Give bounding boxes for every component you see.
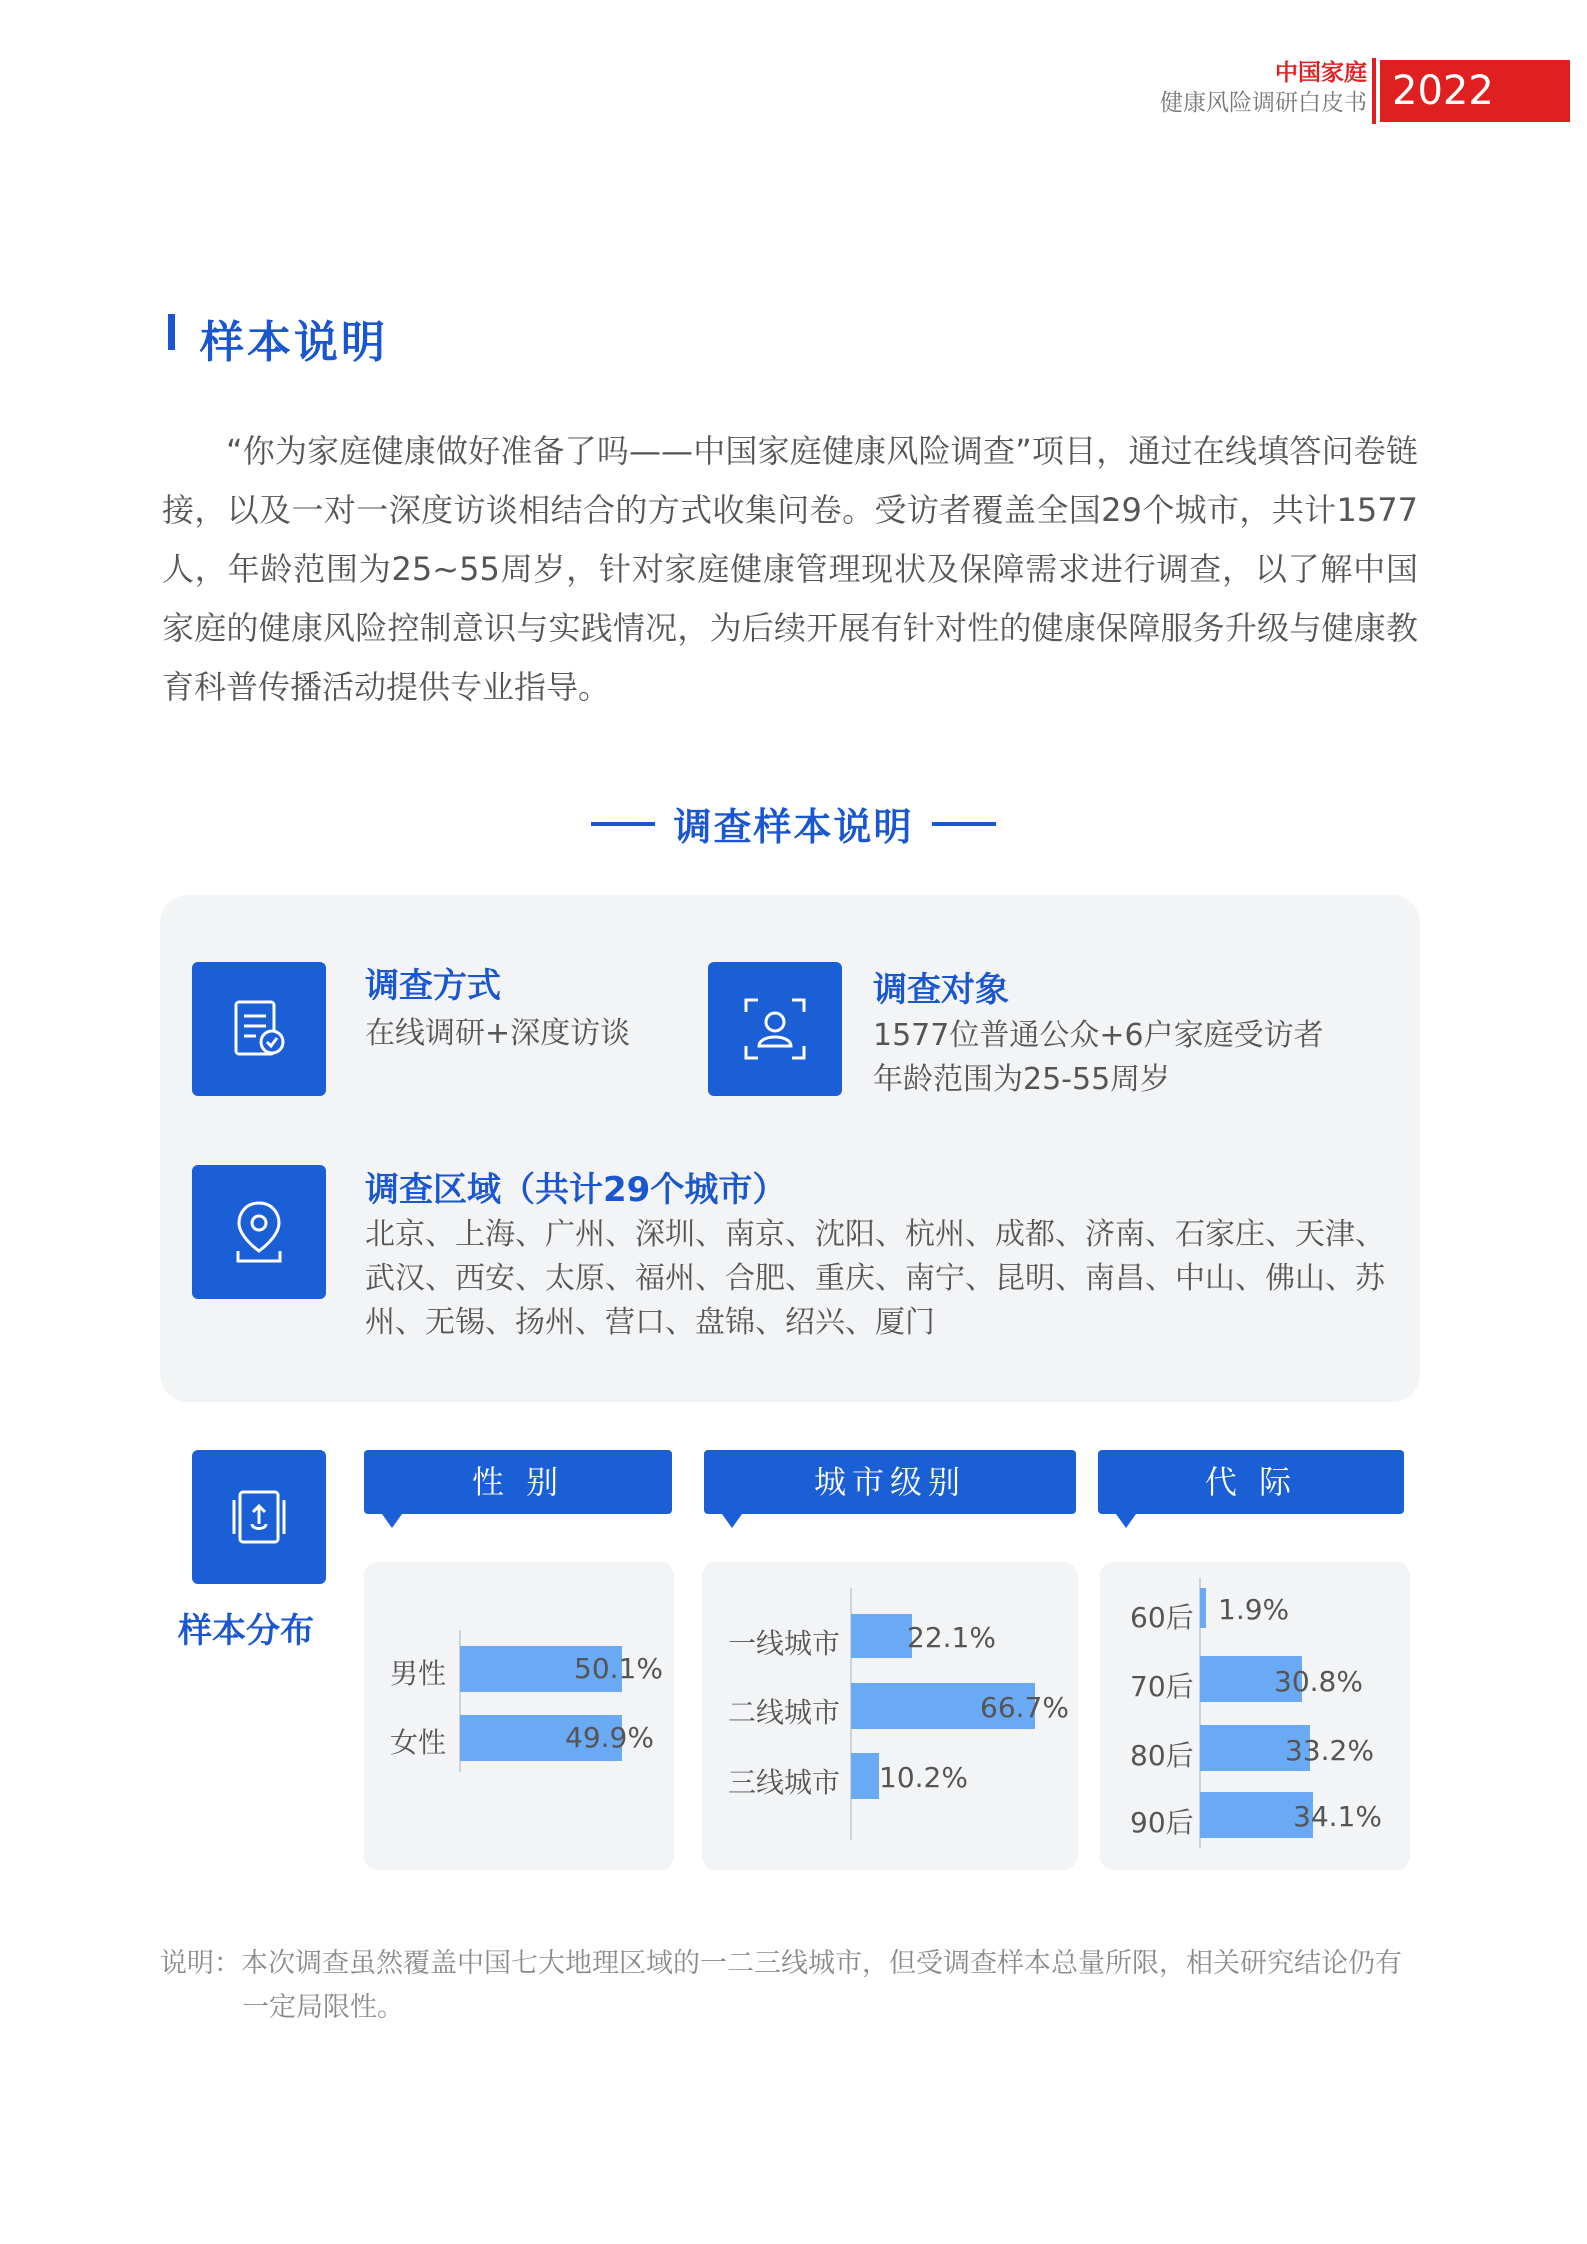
gen-value-90s: 34.1% [1293,1800,1382,1833]
footnote-line2: 一定局限性。 [242,1992,404,2023]
region-title: 调查区域（共计29个城市） [365,1170,787,1210]
subtitle-line-left [591,822,655,826]
header-title-line1: 中国家庭 [1275,60,1367,86]
header-title-line2: 健康风险调研白皮书 [1160,90,1367,116]
gen-label-80s: 80后 [1130,1739,1194,1772]
gender-value-male: 50.1% [574,1652,663,1685]
intro-paragraph: “你为家庭健康做好准备了吗——中国家庭健康风险调查”项目，通过在线填答问卷链接，以及一对一深度访谈相结合的方式收集问卷。受访者覆盖全国29个城市，共计1577人，年龄范围为25~55周岁，针对家庭健康管理现状及保障需求进行调查，以了解中国家庭的健康风险控制意识与实践情况，为后续开展有针对性的健康保障服务升级与健康教育科普传播活动提供专业指导。 [162,432,1418,706]
section-title: 样本说明 [200,317,388,368]
target-line1: 1577位普通公众+6户家庭受访者 [873,1018,1324,1053]
target-line2: 年龄范围为25-55周岁 [873,1062,1171,1097]
generation-tab-label: 代 际 [1204,1463,1298,1501]
location-pin-icon [192,1165,326,1299]
distribution-label: 样本分布 [178,1611,314,1651]
target-title: 调查对象 [873,970,1009,1010]
city-value-tier2: 66.7% [980,1691,1069,1724]
footnote-line1: 说明：本次调查虽然覆盖中国七大地理区域的一二三线城市，但受调查样本总量所限，相关研究结论仍有 [160,1948,1402,1979]
city-tier-tab [704,1450,1076,1514]
city-value-tier3: 10.2% [879,1761,968,1794]
header-year: 2022 [1380,60,1570,122]
gen-value-70s: 30.8% [1274,1665,1363,1698]
subtitle-text: 调查样本说明 [673,805,914,849]
survey-form-icon [192,962,326,1096]
gen-value-80s: 33.2% [1285,1734,1374,1767]
generation-tab [1098,1450,1404,1514]
person-scan-icon [708,962,842,1096]
gen-value-60s: 1.9% [1218,1593,1290,1626]
city-value-tier1: 22.1% [907,1621,996,1654]
city-label-tier3: 三线城市 [728,1766,841,1799]
method-title: 调查方式 [365,966,501,1006]
footnote [160,1942,1420,2030]
gender-label-male: 男性 [390,1657,447,1690]
gen-label-60s: 60后 [1130,1601,1194,1634]
gen-label-90s: 90后 [1130,1806,1194,1839]
header-divider [1372,58,1376,124]
gender-label-female: 女性 [390,1726,447,1759]
subtitle [0,796,1587,851]
city-label-tier2: 二线城市 [728,1696,841,1729]
city-bar-tier3 [851,1753,879,1799]
gender-value-female: 49.9% [565,1721,654,1754]
header-title [1160,58,1367,118]
city-tier-tab-label: 城市级别 [813,1463,966,1501]
city-label-tier1: 一线城市 [728,1627,841,1660]
city-bar-tier1 [851,1614,912,1658]
gen-bar-60s [1200,1588,1206,1628]
method-text: 在线调研+深度访谈 [365,1016,631,1051]
sample-distribution-icon [192,1450,326,1584]
subtitle-line-right [932,822,996,826]
section-title-marker [168,314,175,350]
gender-tab [364,1450,672,1514]
region-text: 北京、上海、广州、深圳、南京、沈阳、杭州、成都、济南、石家庄、天津、武汉、西安、太原、福州、合肥、重庆、南宁、昆明、南昌、中山、佛山、苏州、无锡、扬州、营口、盘锦、绍兴、厦门 [365,1217,1385,1340]
gen-label-70s: 70后 [1130,1670,1194,1703]
gender-tab-label: 性 别 [471,1463,565,1501]
